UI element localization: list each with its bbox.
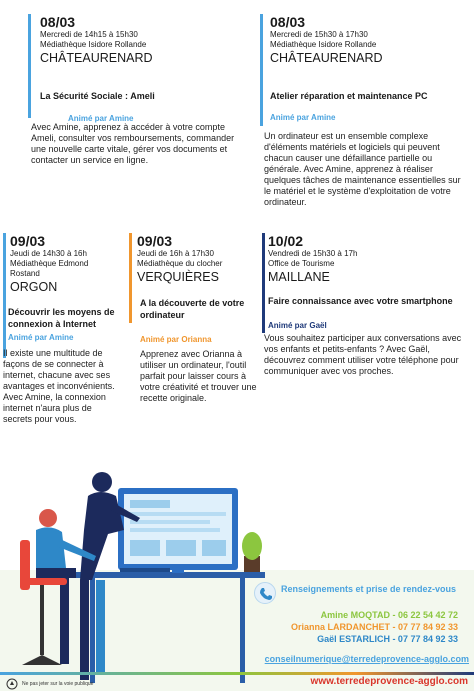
event-title: Faire connaissance avec votre smartphone xyxy=(268,296,453,306)
event-city: CHÂTEAURENARD xyxy=(40,51,153,65)
event-description: Apprenez avec Orianna à utiliser un ordinateur, l'outil parfait pour laisser cours à votre créativité et trouver une recette originale. xyxy=(140,349,257,403)
event-time: Vendredi de 15h30 à 17h xyxy=(268,249,358,258)
phone-orianna[interactable]: Orianna LARDANCHET - 07 77 84 92 33 xyxy=(290,622,458,632)
event-venue: Office de Tourisme xyxy=(268,259,335,268)
event-title: La Sécurité Sociale : Ameli xyxy=(40,91,155,101)
event-animator: Animé par Amine xyxy=(68,114,134,123)
event-city: MAILLANE xyxy=(268,270,330,284)
event-description: Il existe une multitude de façons de se connecter à internet, chacune avec ses avantages et inconvénients. Avec Amine, la connexion internet n'aura plus de secrets pour vous. xyxy=(3,348,115,424)
event-animator: Animé par Orianna xyxy=(140,335,212,344)
event-description: Avec Amine, apprenez à accéder à votre compte Ameli, consulter vos remboursements, commander une nouvelle carte vitale, gérer vos documents et contacter un service en ligne. xyxy=(31,122,235,165)
event-city: VERQUIÈRES xyxy=(137,270,219,284)
event-city: ORGON xyxy=(10,280,58,294)
event-time: Jeudi de 16h à 17h30 xyxy=(137,249,214,258)
accent-bar xyxy=(28,14,31,118)
accent-bar xyxy=(129,233,132,323)
event-venue: Médiathèque Isidore Rollande xyxy=(40,40,147,49)
event-card-4 xyxy=(132,233,257,344)
event-card-2 xyxy=(260,14,460,124)
event-card-1 xyxy=(28,14,228,123)
event-animator: Animé par Amine xyxy=(8,333,74,342)
event-time: Jeudi de 14h30 à 16h xyxy=(10,249,87,258)
event-venue: Médiathèque Edmond Rostand xyxy=(10,259,89,278)
event-title: A la découverte de votre ordinateur xyxy=(140,298,245,320)
event-date: 10/02 xyxy=(268,233,304,249)
event-venue: Médiathèque du clocher xyxy=(137,259,223,268)
footer-divider xyxy=(0,672,474,675)
event-title: Découvrir les moyens de connexion à Internet xyxy=(8,307,115,329)
event-animator: Animé par Gaël xyxy=(268,321,327,330)
website-link[interactable]: www.terredeprovence-agglo.com xyxy=(310,676,468,687)
accent-bar xyxy=(260,14,263,126)
event-card-5 xyxy=(262,233,467,330)
event-description: Un ordinateur est un ensemble complexe d'éléments matériels et logiciels qui peuvent chacun causer une défaillance partielle ou générale. Avec Amine, apprenez à réaliser quelques tâches de maintenance essentielles sur le matériel et le système d'exploitation de votre ordinateur. xyxy=(264,131,461,207)
event-time: Mercredi de 15h30 à 17h30 xyxy=(270,30,368,39)
email-link[interactable]: conseilnumerique@terredeprovence-agglo.com xyxy=(264,654,469,664)
event-venue: Médiathèque Isidore Rollande xyxy=(270,40,377,49)
phone-icon xyxy=(254,582,276,604)
event-description: Vous souhaitez participer aux conversations avec vos enfants et petits-enfants ? Avec Gaël, découvrez comment utiliser votre téléphone pour communiquer avec vos proches. xyxy=(264,333,462,376)
event-date: 08/03 xyxy=(40,14,76,30)
contact-box xyxy=(248,578,470,650)
event-title: Atelier réparation et maintenance PC xyxy=(270,91,428,101)
event-time: Mercredi de 14h15 à 15h30 xyxy=(40,30,138,39)
event-date: 09/03 xyxy=(10,233,46,249)
event-date: 09/03 xyxy=(137,233,173,249)
event-date: 08/03 xyxy=(270,14,306,30)
phone-gael[interactable]: Gaël ESTARLICH - 07 77 84 92 33 xyxy=(317,634,458,644)
phone-amine[interactable]: Amine MOQTAD - 06 22 54 42 72 xyxy=(320,610,458,620)
recycle-icon xyxy=(6,677,18,689)
event-card-3 xyxy=(5,233,117,342)
contact-title: Renseignements et prise de rendez-vous xyxy=(281,584,457,594)
event-city: CHÂTEAURENARD xyxy=(270,51,383,65)
event-animator: Animé par Amine xyxy=(270,113,336,122)
eco-notice: Ne pas jeter sur la voie publique xyxy=(22,681,94,687)
accent-bar xyxy=(3,233,6,358)
accent-bar xyxy=(262,233,265,333)
